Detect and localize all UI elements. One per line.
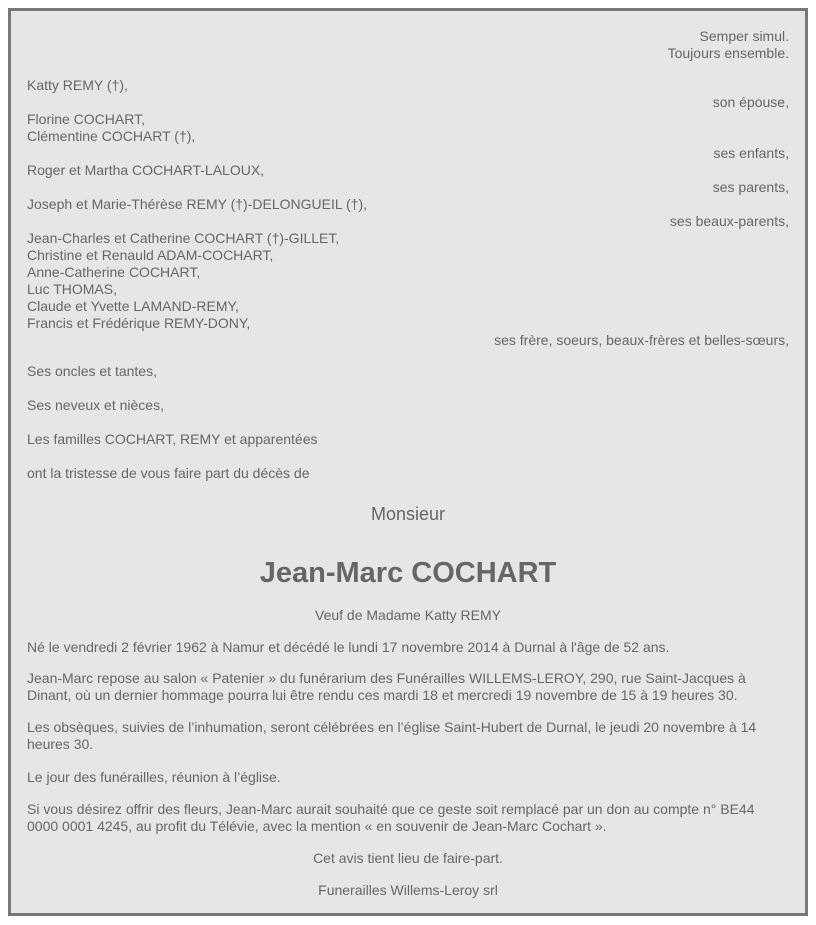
parents-name: Roger et Martha COCHART-LALOUX, [27,162,265,178]
notice: Cet avis tient lieu de faire-part. [313,850,503,866]
flowers-line: 0000 0001 4245, au profit du Télévie, avec la mention « en souvenir de Jean-Marc Cochart ». [27,818,607,834]
deceased-name: Jean-Marc COCHART [259,557,557,589]
announcement: ont la tristesse de vous faire part du décès de [27,465,310,481]
child-name: Clémentine COCHART (†), [27,128,196,144]
child-name: Florine COCHART, [27,111,145,127]
sibling-name: Francis et Frédérique REMY-DONY, [27,315,251,331]
birth-death: Né le vendredi 2 février 1962 à Namur et décédé le lundi 17 novembre 2014 à Durnal à l'âge de 52 ans. [27,639,670,655]
widower-line: Veuf de Madame Katty REMY [315,607,501,623]
sibling-name: Jean-Charles et Catherine COCHART (†)-GILLET, [27,230,340,246]
sibling-name: Claude et Yvette LAMAND-REMY, [27,298,239,314]
spouse-name: Katty REMY (†), [27,77,128,93]
motto-latin: Semper simul. [699,28,789,44]
nephews-nieces: Ses neveux et nièces, [27,397,164,413]
in-laws-role: ses beaux-parents, [669,213,789,229]
undertaker: Funerailles Willems-Leroy srl [318,882,498,898]
viewing-line: Jean-Marc repose au salon « Patenier » du funérarium des Funérailles WILLEMS-LEROY, 290, rue Saint-Jacques à [27,670,746,686]
funeral-line: Les obsèques, suivies de l’inhumation, seront célébrées en l’église Saint-Hubert de Durnal, le jeudi 20 novembre à 14 [27,719,757,735]
sibling-name: Anne-Catherine COCHART, [27,264,201,280]
spouse-role: son épouse, [712,94,789,110]
flowers-line: Si vous désirez offrir des fleurs, Jean-Marc aurait souhaité que ce geste soit remplacé par un don au compte n° BE44 [27,801,755,817]
viewing-line: Dinant, où un dernier hommage pourra lui être rendu ces mardi 18 et mercredi 19 novembre de 15 à 19 heures 30. [27,687,738,703]
uncles-aunts: Ses oncles et tantes, [27,363,157,379]
sibling-name: Christine et Renauld ADAM-COCHART, [27,247,274,263]
reception: Le jour des funérailles, réunion à l’église. [27,769,281,785]
children-role: ses enfants, [713,145,789,161]
honorific: Monsieur [370,504,446,524]
siblings-role: ses frère, soeurs, beaux-frères et belles-sœurs, [494,332,789,348]
obituary-notice [8,8,808,916]
sibling-name: Luc THOMAS, [27,281,117,297]
in-laws-name: Joseph et Marie-Thérèse REMY (†)-DELONGUEIL (†), [27,196,367,212]
funeral-line: heures 30. [27,736,94,752]
families: Les familles COCHART, REMY et apparentées [27,431,318,447]
motto-french: Toujours ensemble. [667,45,789,61]
parents-role: ses parents, [712,179,789,195]
